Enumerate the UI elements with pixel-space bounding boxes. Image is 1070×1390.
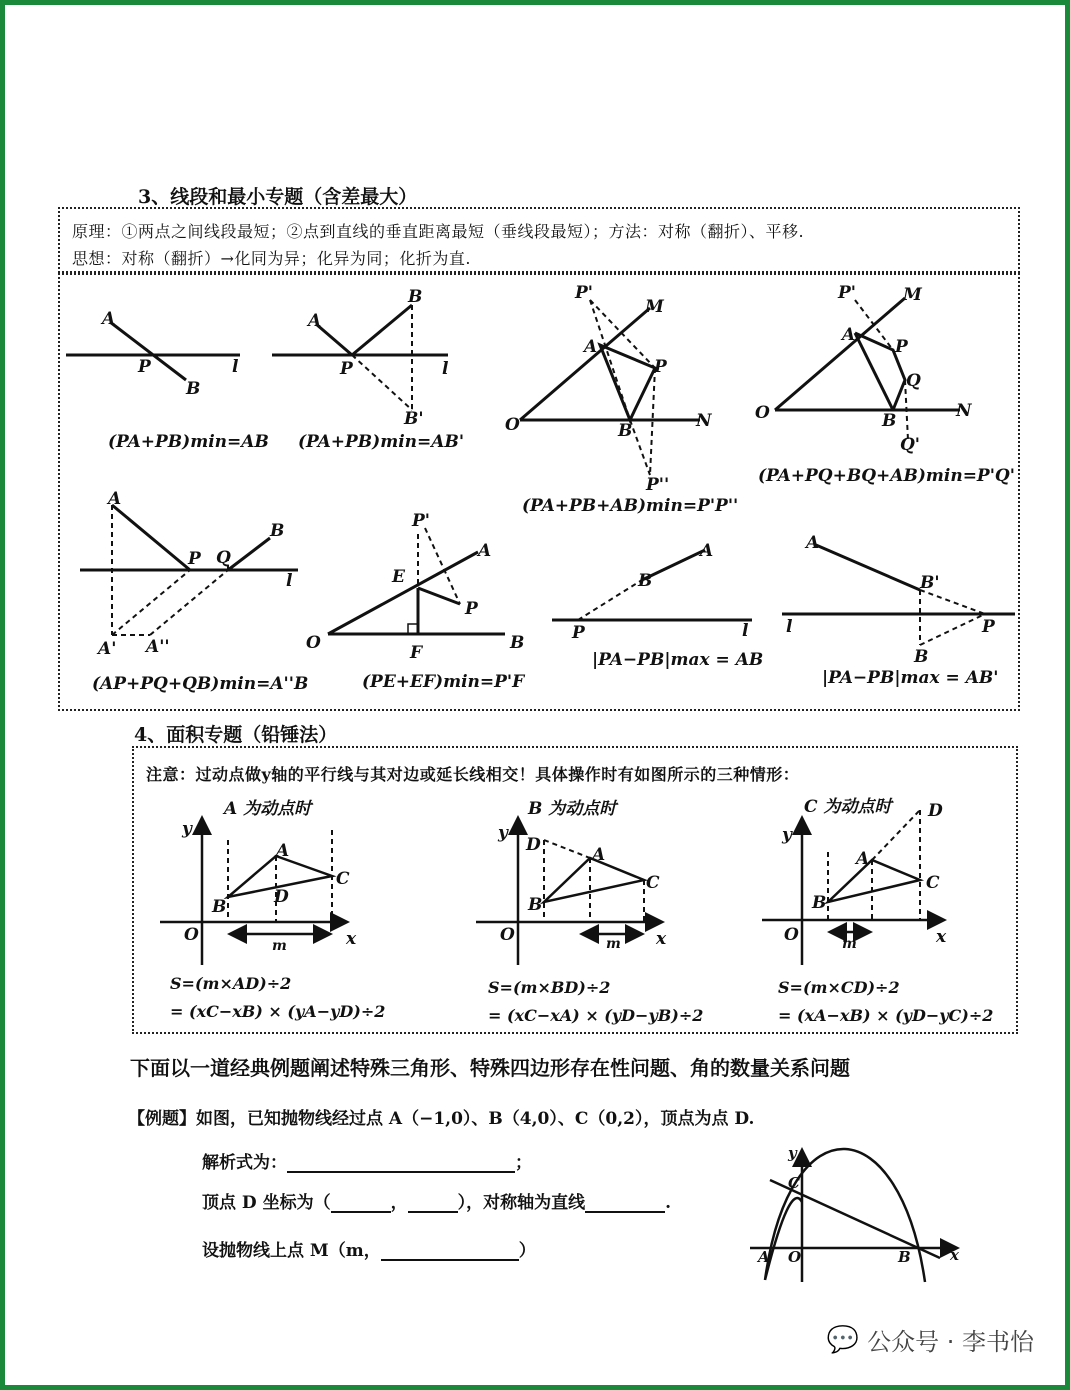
f6-B: B [510,633,525,653]
case-b-m: m [606,936,621,952]
case-a-x: x [346,929,357,949]
case-a-formula-1: S=(m×AD)÷2 [170,974,292,993]
f3-N: N [696,411,712,431]
case-a-formula-2: = (xC−xB) × (yA−yD)÷2 [170,1002,386,1021]
f5-B: B [270,521,285,541]
f6-caption: (PE+EF)min=P'F [362,672,525,692]
case-a-A: A [276,841,290,861]
section-4-title: 4、面积专题（铅锤法） [134,724,338,746]
f5-App: A'' [146,637,170,657]
f4-Q: Q [906,371,921,391]
case-c-title: C 为动点时 [804,797,892,817]
graph-A: A [758,1248,770,1266]
case-b-title: B 为动点时 [528,799,617,819]
f4-A: A [842,325,856,345]
case-c-m: m [842,936,857,952]
f4-B: B [882,411,897,431]
case-a-y: y [182,819,192,839]
case-b-formula-2: = (xC−xA) × (yD−yB)÷2 [488,1006,704,1025]
graph-B: B [898,1248,911,1266]
case-c-formula-2: = (xA−xB) × (yD−yC)÷2 [778,1006,994,1025]
case-b-x: x [656,929,667,949]
f6-O: O [306,633,321,653]
section-3-title: 3、线段和最小专题（含差最大） [138,186,418,208]
f3-B: B [618,421,633,441]
f5-P: P [188,549,201,569]
case-b-B: B [528,895,543,915]
f3-M: M [645,297,664,317]
f8-B: B [914,647,929,667]
f3-Pp: P' [575,283,593,303]
case-b-C: C [646,873,660,893]
f7-l: l [742,621,749,641]
f8-P: P [982,617,995,637]
f7-B: B [638,571,653,591]
f7-caption: |PA−PB|max = AB [592,650,764,670]
case-b-formula-1: S=(m×BD)÷2 [488,978,611,997]
graph-y: y [788,1144,797,1162]
line1-end: ； [515,1153,532,1173]
f1-l: l [232,357,239,377]
f6-A: A [478,541,492,561]
f4-caption: (PA+PQ+BQ+AB)min=P'Q' [758,466,1015,486]
f4-Pp: P' [838,283,856,303]
thought-text: 思想：对称（翻折）→化同为异；化异为同；化折为直. [72,249,471,268]
f4-M: M [903,285,922,305]
case-a-C: C [336,869,350,889]
case-c-O: O [784,925,799,945]
f8-caption: |PA−PB|max = AB' [822,668,999,688]
case-b-y: y [498,823,508,843]
case-c-y: y [782,825,792,845]
f1-A: A [102,309,116,329]
graph-O: O [788,1248,802,1266]
line3-end: ） [518,1241,536,1261]
f5-Ap: A' [98,639,117,659]
case-a-B: B [212,897,227,917]
f7-A: A [700,541,714,561]
f5-l: l [286,571,293,591]
case-c-D: D [928,801,943,821]
line2-end: . [665,1193,672,1213]
f2-l: l [442,359,449,379]
watermark [827,1322,1034,1357]
f8-Bp: B' [920,573,940,593]
f2-caption: (PA+PB)min=AB' [298,432,465,452]
f4-P: P [895,337,908,357]
line1-label: 解析式为： [202,1153,287,1173]
f5-caption: (AP+PQ+QB)min=A''B [92,674,309,694]
watermark-text: 公众号 · 李书怡 [867,1328,1034,1356]
f2-B: B [408,287,423,307]
f8-l: l [786,617,793,637]
f4-Qp: Q' [900,435,921,455]
case-b-D: D [526,835,541,855]
case-b-O: O [500,925,515,945]
case-a-D: D [274,887,289,907]
f2-A: A [308,311,322,331]
f6-F: F [410,643,423,663]
f5-A: A [108,489,122,509]
f6-P: P [465,599,478,619]
case-c-formula-1: S=(m×CD)÷2 [778,978,900,997]
wechat-icon: 💬 [826,1324,860,1355]
example-question: 【例题】如图，已知抛物线经过点 A（−1,0）、B（4,0）、C（0,2），顶点为点 D. [128,1109,755,1129]
f4-O: O [755,403,770,423]
f6-E: E [392,567,405,587]
graph-C: C [788,1174,800,1192]
principle-text: 原理：①两点之间线段最短；②点到直线的垂直距离最短（垂线段最短）；方法：对称（翻折）、平移. [72,222,805,241]
f1-B: B [186,379,201,399]
f7-P: P [572,623,585,643]
f3-caption: (PA+PB+AB)min=P'P'' [522,496,739,516]
f6-Pp: P' [412,511,430,531]
graph-x: x [950,1246,959,1264]
f5-Q: Q [216,548,231,568]
case-a-m: m [272,938,287,954]
f3-P: P [654,357,667,377]
f3-O: O [505,415,520,435]
example-intro: 下面以一道经典例题阐述特殊三角形、特殊四边形存在性问题、角的数量关系问题 [130,1056,850,1080]
f1-P: P [138,357,151,377]
f2-P: P [340,359,353,379]
case-c-x: x [936,927,947,947]
f8-A: A [806,533,820,553]
f2-Bp: B' [404,409,424,429]
case-c-C: C [926,873,940,893]
case-b-A: A [592,845,606,865]
line2-comma: ， [390,1193,408,1213]
f4-N: N [956,401,972,421]
f3-A: A [584,337,598,357]
f3-Ppp: P'' [646,475,670,495]
line3-label: 设抛物线上点 M（m， [202,1241,381,1261]
case-c-A: A [856,849,870,869]
area-note: 注意：过动点做y轴的平行线与其对边或延长线相交！具体操作时有如图所示的三种情形： [146,765,800,784]
case-a-title: A 为动点时 [224,799,312,819]
line2-label: 顶点 D 坐标为（ [202,1193,331,1213]
case-c-B: B [812,893,827,913]
f1-caption: (PA+PB)min=AB [108,432,269,452]
line2-axis-label: ），对称轴为直线 [457,1193,586,1213]
case-a-O: O [184,925,199,945]
